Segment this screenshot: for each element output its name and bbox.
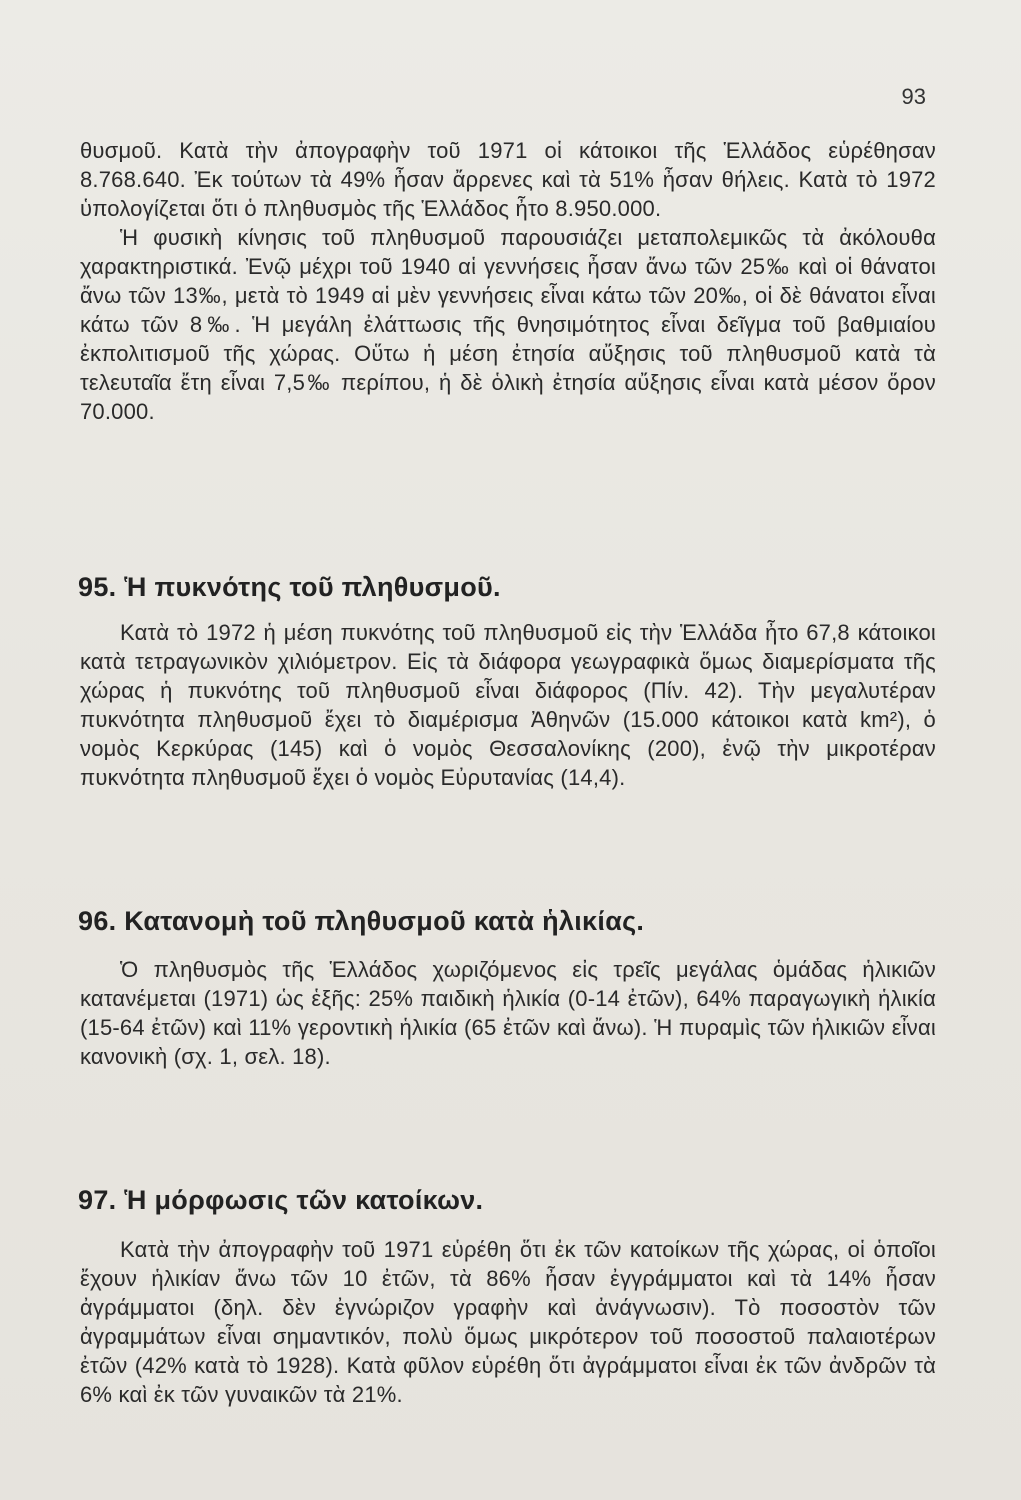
section-97-heading: 97. Ἡ μόρφωσις τῶν κατοίκων.: [78, 1185, 484, 1215]
section-97-paragraph: Κατὰ τὴν ἀπογραφὴν τοῦ 1971 εὑρέθη ὅτι ἐκ τῶν κατοίκων τῆς χώρας, οἱ ὁποῖοι ἔχουν ἡλικίαν ἄνω τῶν 10 ἐτῶν, τὰ 86% ἦσαν ἐγγράμματοι καὶ τὰ 14% ἦσαν ἀγράμματοι (δηλ. δὲν ἐγνώριζον γραφὴν καὶ ἀνάγνωσιν). Τὸ ποσοστὸν τῶν ἀγραμμάτων εἶναι σημαντικόν, πολὺ ὅμως μικρότερον τοῦ ποσοστοῦ παλαιοτέρων ἐτῶν (42% κατὰ τὸ 1928). Κατὰ φῦλον εὑρέθη ὅτι ἀγράμματοι εἶναι ἐκ τῶν ἀνδρῶν τὰ 6% καὶ ἐκ τῶν γυναικῶν τὰ 21%.: [80, 1237, 936, 1407]
section-95-paragraph: Κατὰ τὸ 1972 ἡ μέση πυκνότης τοῦ πληθυσμοῦ εἰς τὴν Ἑλλάδα ἦτο 67,8 κάτοικοι κατὰ τετραγωνικὸν χιλιόμετρον. Εἰς τὰ διάφορα γεωγραφικὰ ὅμως διαμερίσματα τῆς χώρας ἡ πυκνότης τοῦ πληθυσμοῦ εἶναι διάφορος (Πίν. 42). Τὴν μεγαλυτέραν πυκνότητα πληθυσμοῦ ἔχει τὸ διαμέρισμα Ἀθηνῶν (15.000 κάτοικοι κατὰ km²), ὁ νομὸς Κερκύρας (145) καὶ ὁ νομὸς Θεσσαλονίκης (200), ἐνῷ τὴν μικροτέραν πυκνότητα πληθυσμοῦ ἔχει ὁ νομὸς Εὐρυτανίας (14,4).: [80, 620, 936, 790]
section-96-paragraph: Ὁ πληθυσμὸς τῆς Ἑλλάδος χωριζόμενος εἰς τρεῖς μεγάλας ὁμάδας ἡλικιῶν κατανέμεται (1971) ὡς ἑξῆς: 25% παιδικὴ ἡλικία (0-14 ἐτῶν), 64% παραγωγικὴ ἡλικία (15-64 ἐτῶν) καὶ 11% γεροντικὴ ἡλικία (65 ἐτῶν καὶ ἄνω). Ἡ πυραμὶς τῶν ἡλικιῶν εἶναι κανονικὴ (σχ. 1, σελ. 18).: [80, 957, 936, 1069]
section-95-text: [80, 618, 936, 792]
intro-paragraph-1: θυσμοῦ. Κατὰ τὴν ἀπογραφὴν τοῦ 1971 οἱ κάτοικοι τῆς Ἑλλάδος εὑρέθησαν 8.768.640. Ἐκ τούτων τὰ 49% ἦσαν ἄρρενες καὶ τὰ 51% ἦσαν θήλεις. Κατὰ τὸ 1972 ὑπολογίζεται ὅτι ὁ πληθυσμὸς τῆς Ἑλλάδος ἦτο 8.950.000.: [80, 138, 936, 221]
intro-text: [80, 136, 936, 426]
section-95-heading: 95. Ἡ πυκνότης τοῦ πληθυσμοῦ.: [78, 572, 501, 602]
page-number: 93: [901, 84, 926, 109]
intro-paragraph-2: Ἡ φυσικὴ κίνησις τοῦ πληθυσμοῦ παρουσιάζει μεταπολεμικῶς τὰ ἀκόλουθα χαρακτηριστικά. Ἐνῷ μέχρι τοῦ 1940 αἱ γεννήσεις ἦσαν ἄνω τῶν 25‰ καὶ οἱ θάνατοι ἄνω τῶν 13‰, μετὰ τὸ 1949 αἱ μὲν γεννήσεις εἶναι κάτω τῶν 20‰, οἱ δὲ θάνατοι εἶναι κάτω τῶν 8‰. Ἡ μεγάλη ἐλάττωσις τῆς θνησιμότητος εἶναι δεῖγμα τοῦ βαθμιαίου ἐκπολιτισμοῦ τῆς χώρας. Οὕτω ἡ μέση ἐτησία αὔξησις τοῦ πληθυσμοῦ κατὰ τὰ τελευταῖα ἔτη εἶναι 7,5‰ περίπου, ἡ δὲ ὁλικὴ ἐτησία αὔξησις εἶναι κατὰ μέσον ὅρον 70.000.: [80, 225, 936, 424]
section-96-text: [80, 955, 936, 1071]
section-96-heading: 96. Κατανομὴ τοῦ πληθυσμοῦ κατὰ ἡλικίας.: [78, 906, 645, 936]
section-97-text: [80, 1235, 936, 1409]
